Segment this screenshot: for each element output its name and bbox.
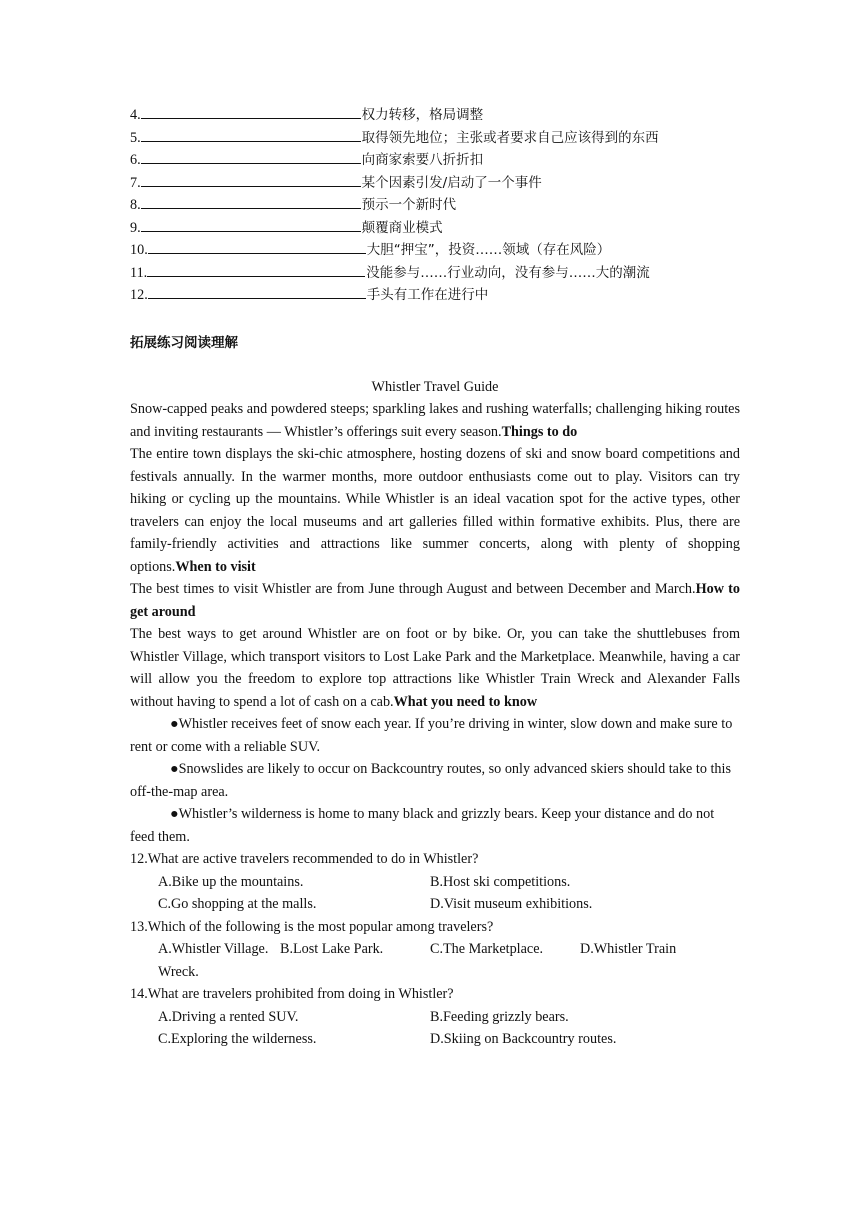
question-14 xyxy=(130,983,740,1051)
document-page xyxy=(130,104,740,1051)
question-text: 14.What are travelers prohibited from doing in Whistler? xyxy=(130,986,454,1002)
option-d[interactable]: D.Skiing on Backcountry routes. xyxy=(430,1031,617,1047)
answer-blank[interactable] xyxy=(141,194,361,209)
tip-bullet: ●Whistler’s wilderness is home to many black and grizzly bears. Keep your distance and do not feed them. xyxy=(130,806,715,845)
question-text: 13.Which of the following is the most popular among travelers? xyxy=(130,918,494,935)
vocab-item: 11. 没能参与……行业动向，没有参与……大的潮流 xyxy=(130,262,740,285)
tip-bullet: ●Whistler receives feet of snow each year. If you’re driving in winter, slow down and make sure to rent or come with a reliable SUV. xyxy=(130,716,733,755)
answer-blank[interactable] xyxy=(141,104,361,119)
vocab-item: 4. 权力转移，格局调整 xyxy=(130,104,740,127)
heading-things-to-do: Things to do xyxy=(501,423,578,440)
article-intro: Snow-capped peaks and powdered steeps; sparkling lakes and rushing waterfalls; challenging hiking routes and inviting restaurants — Whistler’s offerings suit every season.Things to do xyxy=(130,401,740,440)
article-how: The best ways to get around Whistler are on foot or by bike. Or, you can take the shuttlebuses from Whistler Village, which transport visitors to Lost Lake Park and the Marketplace. Meanwhile, having a car will allow you the freedom to explore top attractions like Whistler Train Wreck and Alexander Falls without having to spend a lot of cash on a cab.What you need to know xyxy=(130,626,740,710)
vocab-item: 9. 颠覆商业模式 xyxy=(130,217,740,240)
heading-what-you-need-to-know: What you need to know xyxy=(393,693,538,710)
vocab-item: 5. 取得领先地位；主张或者要求自己应该得到的东西 xyxy=(130,127,740,150)
vocab-item: 12. 手头有工作在进行中 xyxy=(130,284,740,307)
vocab-item: 6. 向商家索要八折折扣 xyxy=(130,149,740,172)
answer-blank[interactable] xyxy=(148,239,366,254)
vocab-list xyxy=(130,104,740,307)
vocab-item: 10. 大胆“押宝”，投资……领域（存在风险） xyxy=(130,239,740,262)
option-b[interactable]: B.Feeding grizzly bears. xyxy=(430,1008,569,1025)
option-c[interactable]: C.Go shopping at the malls. xyxy=(158,896,317,912)
article-title: Whistler Travel Guide xyxy=(371,378,499,395)
article-when: The best times to visit Whistler are from June through August and between December and March.How to get around xyxy=(130,581,741,620)
option-a[interactable]: A.Bike up the mountains. xyxy=(158,873,304,890)
question-text: 12.What are active travelers recommended to do in Whistler? xyxy=(130,851,479,867)
article-things: The entire town displays the ski-chic atmosphere, hosting dozens of ski and snow board competitions and festivals annually. In the warmer months, more outdoor enthusiasts come out to play. Visitors can try hiking or cycling up the mountains. While Whistler is an ideal vacation spot for the active types, other travelers can enjoy the local museums and art galleries filled within formative exhibits. Plus, there are family-friendly activities and attractions like summer concerts, along with plenty of shopping options.When to visit xyxy=(130,446,740,575)
option-c[interactable]: C.The Marketplace. xyxy=(430,941,544,957)
answer-blank[interactable] xyxy=(147,262,365,277)
question-12 xyxy=(130,848,740,916)
option-b[interactable]: B.Lost Lake Park. xyxy=(280,941,384,957)
tip-bullet: ●Snowslides are likely to occur on Backcountry routes, so only advanced skiers should take to this off-the-map area. xyxy=(130,761,731,800)
vocab-item: 8. 预示一个新时代 xyxy=(130,194,740,217)
option-d[interactable]: D.Whistler Train xyxy=(580,941,677,957)
option-b[interactable]: B.Host ski competitions. xyxy=(430,873,571,890)
option-a[interactable]: A.Driving a rented SUV. xyxy=(158,1008,299,1025)
answer-blank[interactable] xyxy=(141,172,361,187)
answer-blank[interactable] xyxy=(141,217,361,232)
option-a[interactable]: A.Whistler Village. xyxy=(158,941,269,957)
answer-blank[interactable] xyxy=(148,284,366,299)
answer-blank[interactable] xyxy=(141,127,361,142)
option-c[interactable]: C.Exploring the wilderness. xyxy=(158,1031,317,1047)
question-13 xyxy=(130,916,740,984)
option-d[interactable]: D.Visit museum exhibitions. xyxy=(430,896,593,912)
answer-blank[interactable] xyxy=(141,149,361,164)
option-d-continued: Wreck. xyxy=(158,963,199,980)
heading-when-to-visit: When to visit xyxy=(175,558,256,575)
vocab-item: 7. 某个因素引发/启动了一个事件 xyxy=(130,172,740,195)
section-heading: 拓展练习阅读理解 xyxy=(130,334,238,351)
heading-how-to-get-around: How to get around xyxy=(130,581,741,620)
